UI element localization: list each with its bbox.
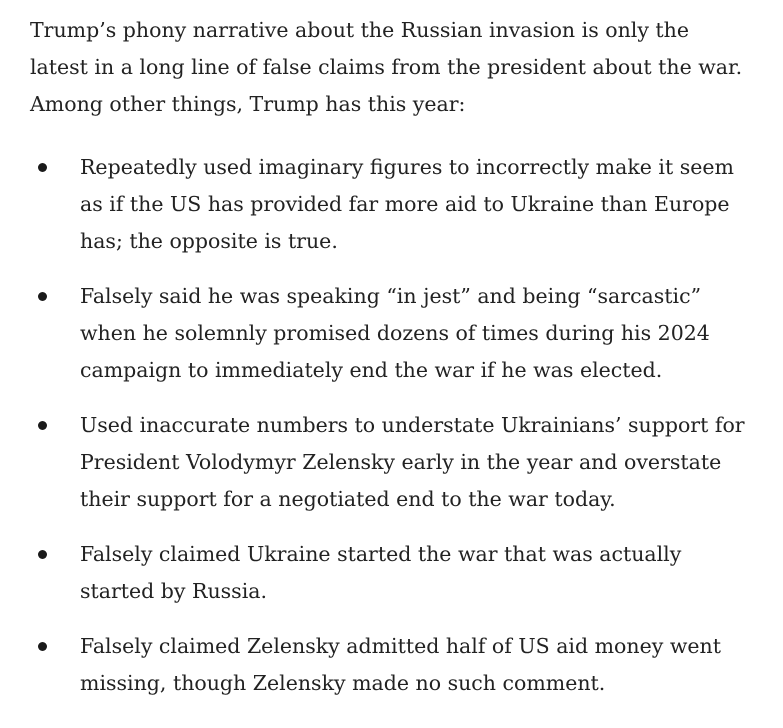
- list-item: [30, 536, 753, 610]
- bullet-icon: [38, 550, 47, 559]
- list-item-text: Falsely claimed Zelensky admitted half of US aid money went missing, though Zelensky made no such comment.: [80, 634, 721, 695]
- bullet-icon: [38, 292, 47, 301]
- bullet-icon: [38, 163, 47, 172]
- claims-list: [30, 149, 753, 702]
- list-item: [30, 407, 753, 518]
- bullet-icon: [38, 421, 47, 430]
- list-item: [30, 149, 753, 260]
- list-item-text: Used inaccurate numbers to understate Ukrainians’ support for President Volodymyr Zelensky early in the year and overstate their support for a negotiated end to the war today.: [80, 413, 745, 511]
- list-item: [30, 628, 753, 702]
- list-item-text: Falsely said he was speaking “in jest” and being “sarcastic” when he solemnly promised dozens of times during his 2024 campaign to immediately end the war if he was elected.: [80, 284, 710, 382]
- list-item: [30, 278, 753, 389]
- list-item-text: Falsely claimed Ukraine started the war that was actually started by Russia.: [80, 542, 682, 603]
- bullet-icon: [38, 642, 47, 651]
- intro-paragraph: Trump’s phony narrative about the Russian invasion is only the latest in a long line of false claims from the president about the war. Among other things, Trump has this year:: [30, 18, 743, 116]
- list-item-text: Repeatedly used imaginary figures to incorrectly make it seem as if the US has provided far more aid to Ukraine than Europe has; the opposite is true.: [80, 155, 734, 253]
